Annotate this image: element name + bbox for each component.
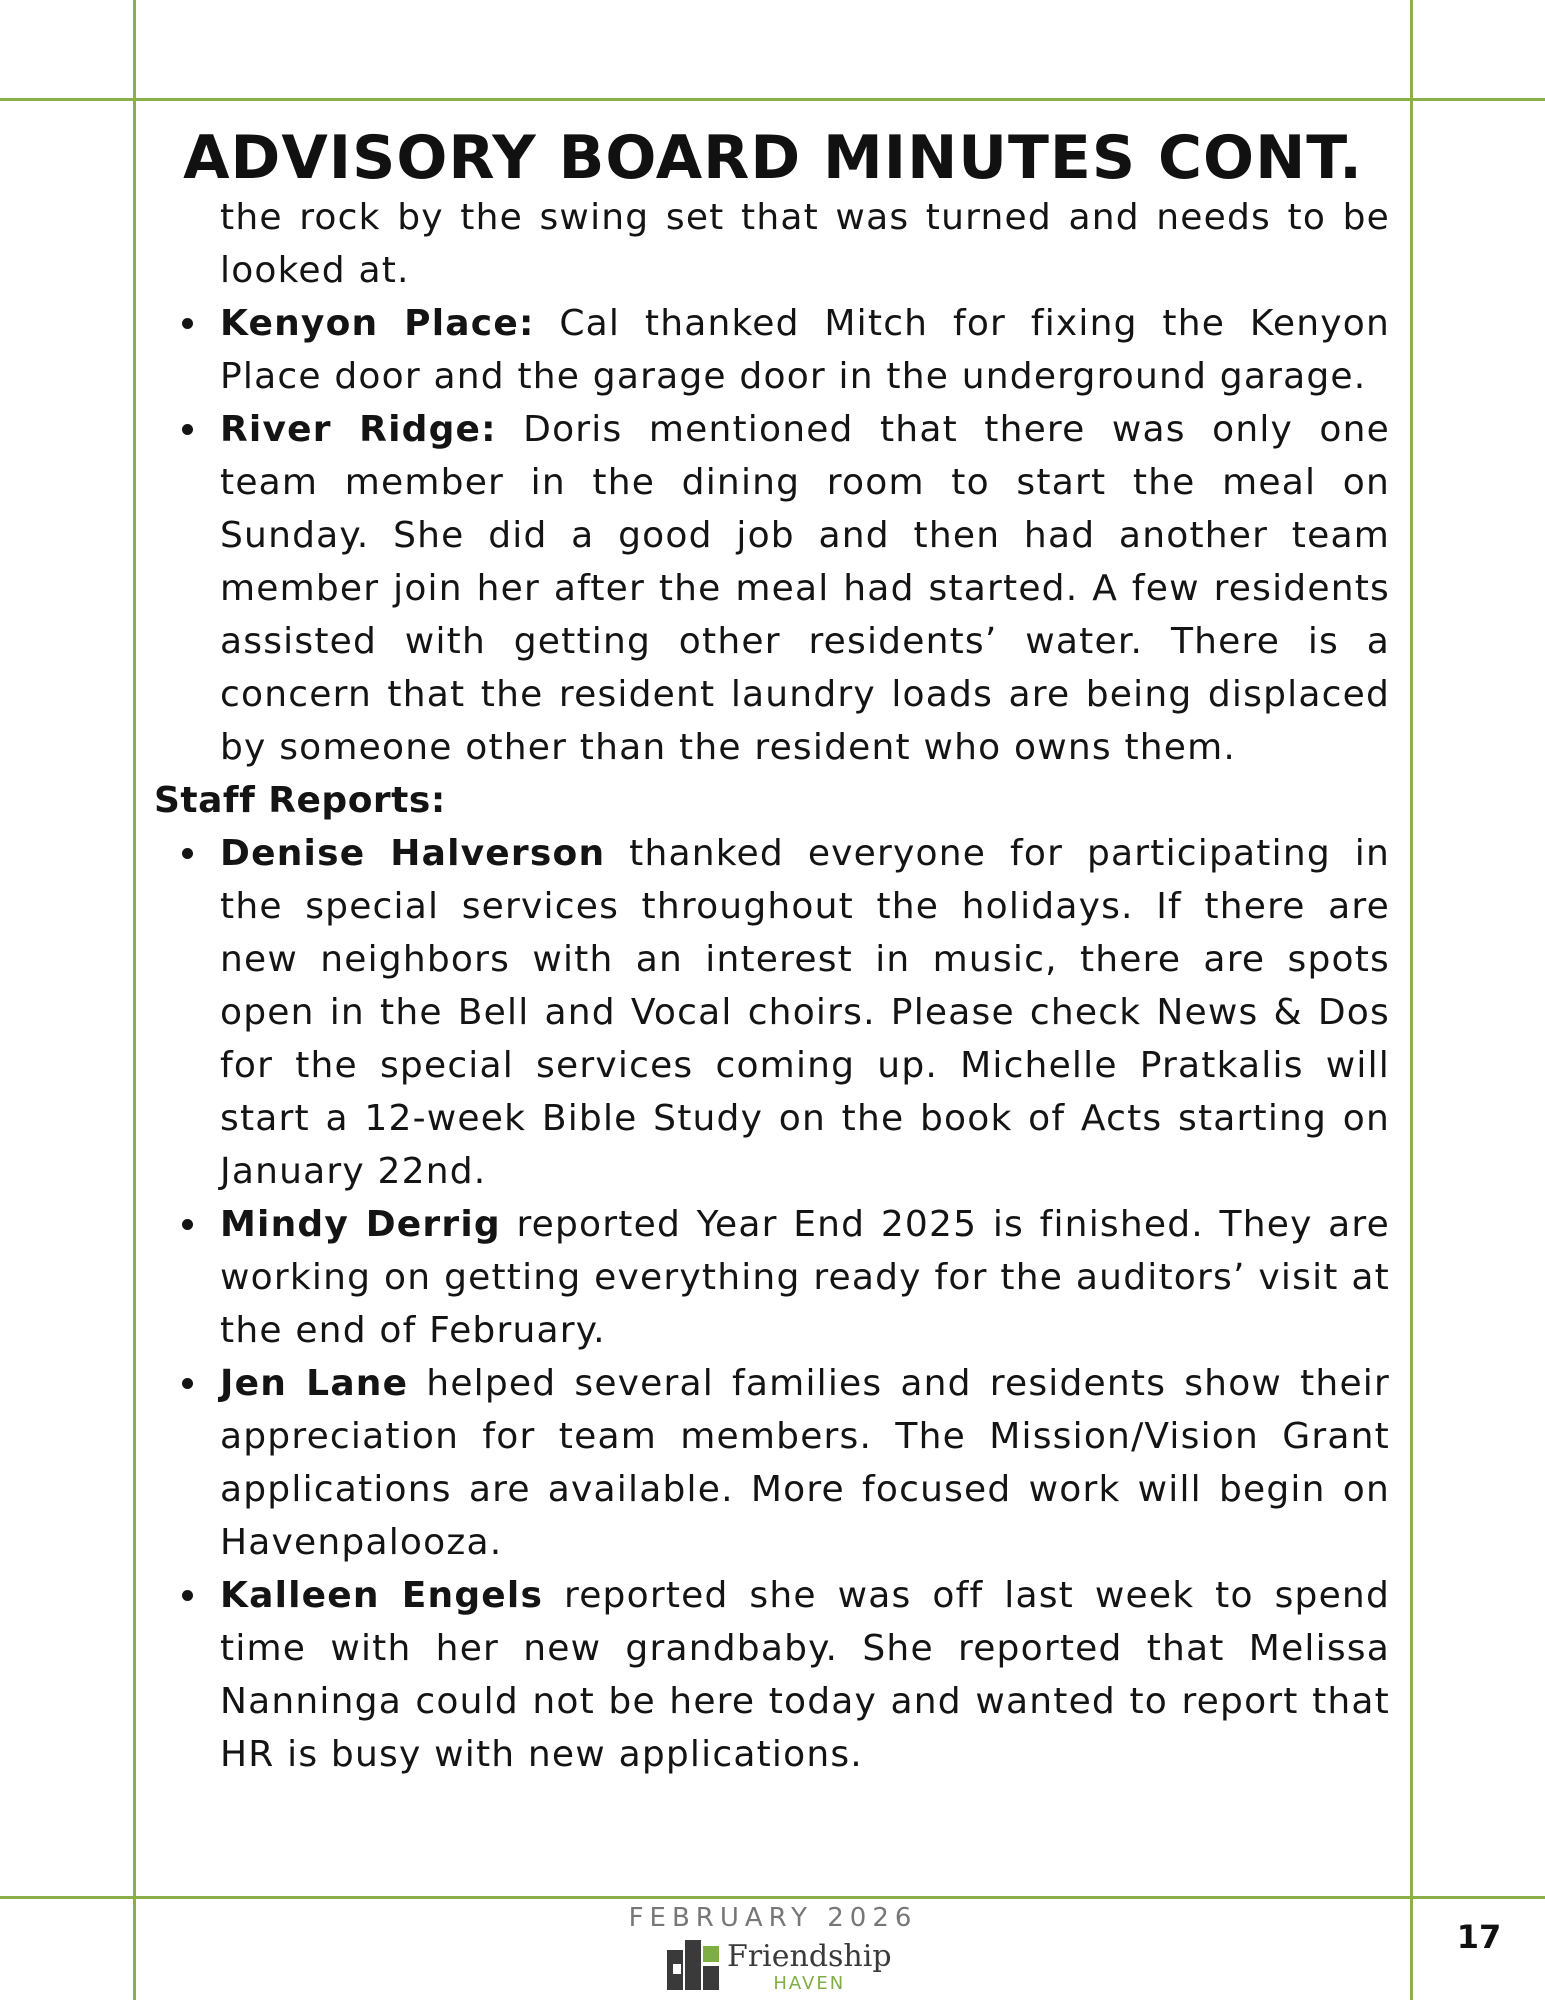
brand-sub: HAVEN bbox=[773, 1973, 846, 1994]
left-border-line bbox=[133, 0, 136, 2000]
bottom-border-line bbox=[0, 1896, 1545, 1899]
staff-reports-list bbox=[154, 827, 1390, 1781]
report-text: Doris mentioned that there was only one team member in the dining room to start the meal on Sunday. She did a good job and then had another team member join her after the meal had started. A few residents assisted with getting other residents’ water. There is a concern that the resident laundry loads are being displaced by someone other than the resident who owns them. bbox=[220, 409, 1390, 768]
staff-reports-heading: Staff Reports: bbox=[154, 780, 446, 821]
list-item bbox=[154, 827, 1390, 1198]
minutes-body bbox=[154, 191, 1390, 1781]
report-text: thanked everyone for participating in the special services throughout the holidays. If there are new neighbors with an interest in music, there are spots open in the Bell and Vocal choirs. Please check News & Dos for the special services coming up. Michelle Pratkalis will start a 12-week Bible Study on the book of Acts starting on January 22nd. bbox=[220, 833, 1390, 1192]
brand-name: Friendship bbox=[727, 1939, 892, 1974]
building-reports-list bbox=[154, 297, 1390, 774]
friendship-haven-logo-icon bbox=[667, 1940, 721, 1990]
list-item bbox=[154, 1569, 1390, 1781]
staff-name: Jen Lane bbox=[220, 1363, 409, 1404]
list-item bbox=[154, 297, 1390, 403]
report-text: Cal thanked Mitch for fixing the Kenyon Place door and the garage door in the underground garage. bbox=[220, 303, 1390, 397]
friendship-haven-logo bbox=[667, 1940, 892, 1994]
list-item bbox=[154, 1357, 1390, 1569]
list-item bbox=[154, 403, 1390, 774]
top-border-line bbox=[0, 98, 1545, 101]
staff-name: Mindy Derrig bbox=[220, 1204, 501, 1245]
footer-date: FEBRUARY 2026 bbox=[628, 1903, 918, 1933]
page-number: 17 bbox=[1456, 1918, 1502, 1956]
staff-name: Kalleen Engels bbox=[220, 1575, 544, 1616]
report-name: Kenyon Place: bbox=[220, 303, 535, 344]
report-name: River Ridge: bbox=[220, 409, 497, 450]
report-text: reported she was off last week to spend time with her new grandbaby. She reported that Melissa Nanninga could not be here today and wanted to report that HR is busy with new applications. bbox=[220, 1575, 1391, 1775]
report-text: helped several families and residents show their appreciation for team members. The Mission/Vision Grant applications are available. More focused work will begin on Havenpalooza. bbox=[220, 1363, 1390, 1563]
continued-paragraph: the rock by the swing set that was turned and needs to be looked at. bbox=[220, 197, 1390, 291]
list-item bbox=[154, 1198, 1390, 1357]
staff-name: Denise Halverson bbox=[220, 833, 606, 874]
report-text: reported Year End 2025 is finished. They are working on getting everything ready for the auditors’ visit at the end of February. bbox=[220, 1204, 1390, 1351]
page-title: ADVISORY BOARD MINUTES CONT. bbox=[183, 123, 1363, 193]
right-border-line bbox=[1410, 0, 1413, 2000]
